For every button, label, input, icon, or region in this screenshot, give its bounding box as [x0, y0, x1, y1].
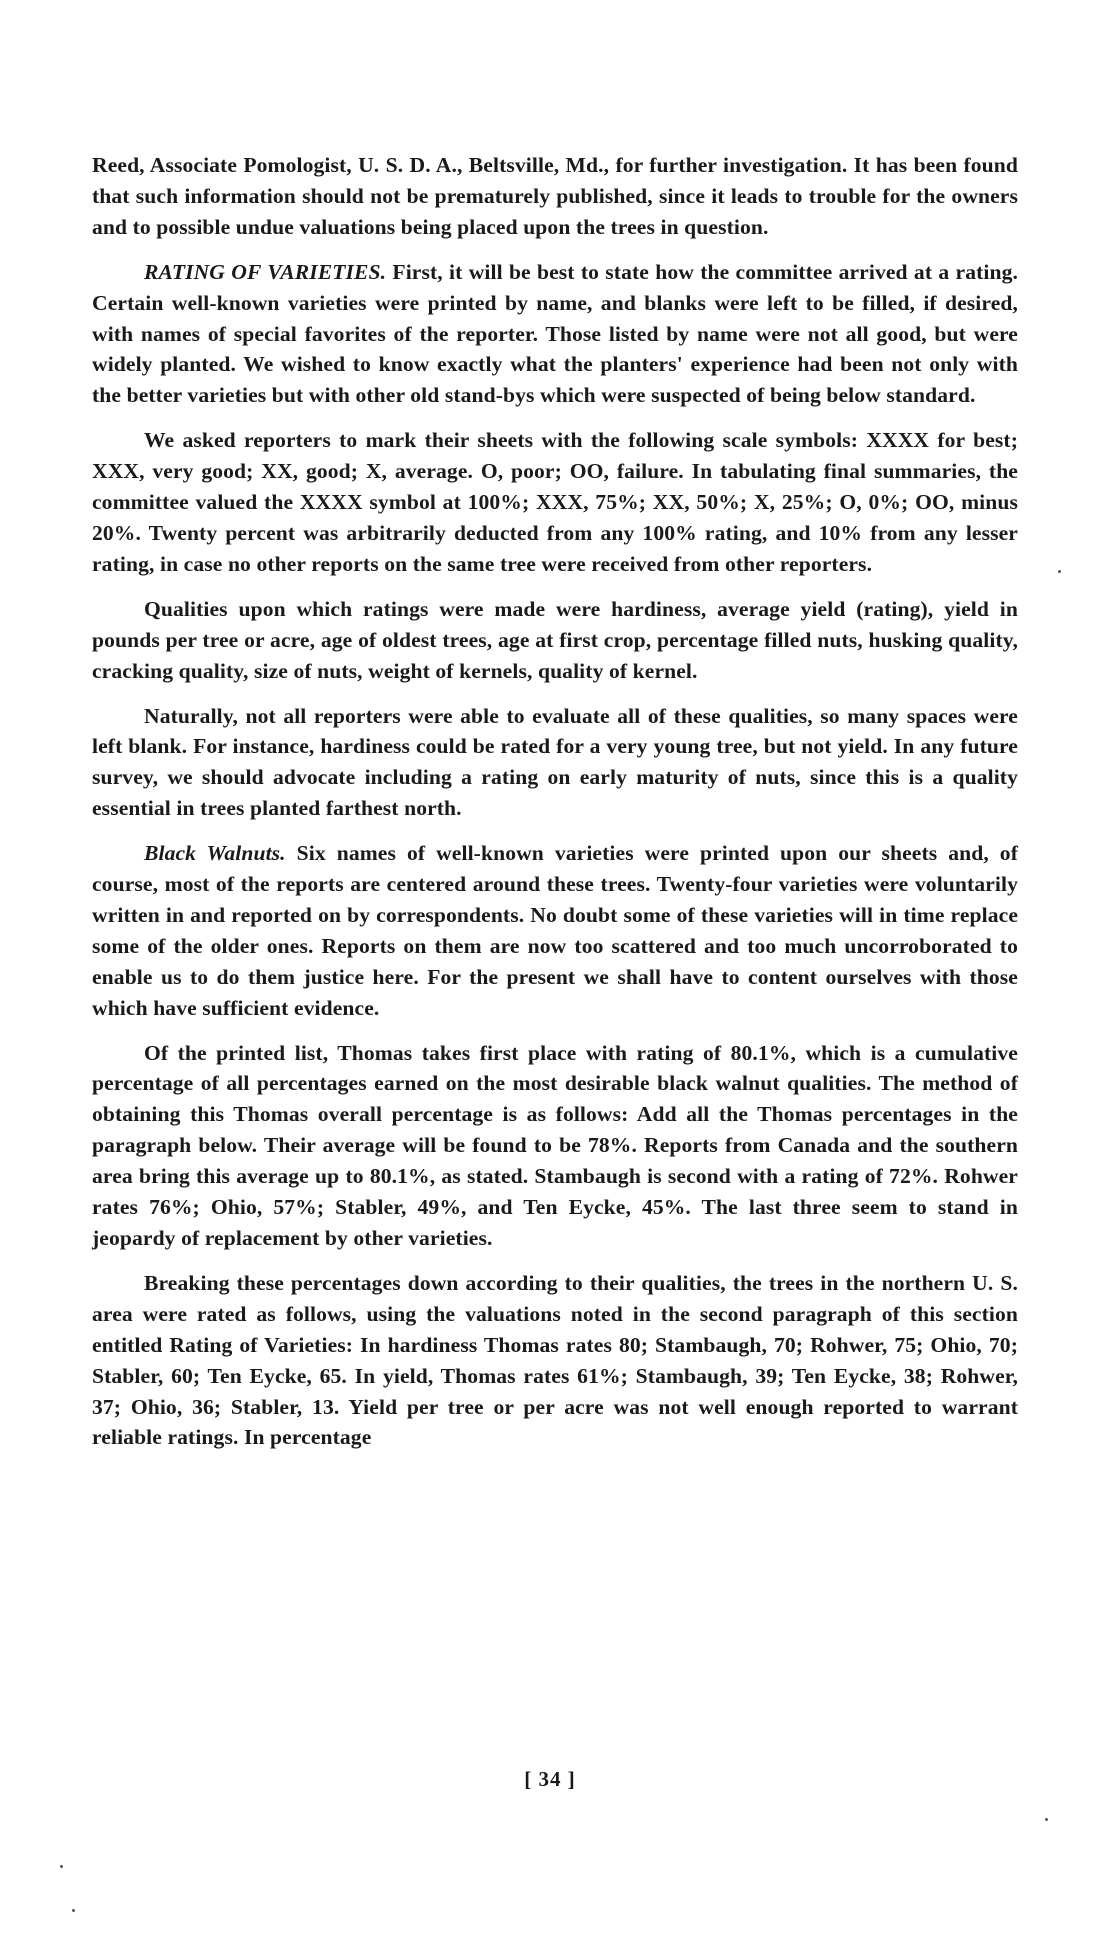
paragraph-8 [92, 1268, 1018, 1453]
scan-speck [60, 1865, 63, 1868]
scan-speck [1058, 570, 1061, 573]
body-text [92, 150, 1018, 1467]
page-number: [ 34 ] [524, 1767, 576, 1791]
paragraph-3-text: We asked reporters to mark their sheets with the following scale symbols: XXXX for best; XXX, very good; XX, good; X, average. O, poor; OO, failure. In tabulating final summaries, the committee valued the XXXX symbol at 100%; XXX, 75%; XX, 50%; X, 25%; O, 0%; OO, minus 20%. Twenty percent was arbitrarily deducted from any 100% rating, and 10% from any lesser rating, in case no other reports on the same tree were received from other reporters. [92, 428, 1018, 576]
paragraph-5 [92, 701, 1018, 825]
paragraph-2-text: First, it will be best to state how the committee arrived at a rating. Certain well-known varieties were printed by name, and blanks were left to be filled, if desired, with names of special favorites of the reporter. Those listed by name were not all good, but were widely planted. We wished to know exactly what the planters' experience had been not only with the better varieties but with other old stand-bys which were suspected of being below standard. [92, 259, 1019, 408]
paragraph-4-text: Qualities upon which ratings were made were hardiness, average yield (rating), yield in pounds per tree or acre, age of oldest trees, age at first crop, percentage filled nuts, husking quality, cracking quality, size of nuts, weight of kernels, quality of kernel. [92, 596, 1018, 683]
paragraph-1-text: Reed, Associate Pomologist, U. S. D. A., Beltsville, Md., for further investigation. It has been found that such information should not be prematurely published, since it leads to trouble for the owners and to possible undue valuations being placed upon the trees in question. [92, 153, 1018, 239]
paragraph-8-text: Breaking these percentages down according to their qualities, the trees in the northern U. S. area were rated as follows, using the valuations noted in the second paragraph of this section entitled Rating of Varieties: In hardiness Thomas rates 80; Stambaugh, 70; Rohwer, 75; Ohio, 70; Stabler, 60; Ten Eycke, 65. In yield, Thomas rates 61%; Stambaugh, 39; Ten Eycke, 38; Rohwer, 37; Ohio, 36; Stabler, 13. Yield per tree or per acre was not well enough reported to warrant reliable ratings. In percentage [92, 1270, 1018, 1450]
paragraph-3 [92, 425, 1018, 580]
paragraph-5-text: Naturally, not all reporters were able to evaluate all of these qualities, so many spaces were left blank. For instance, hardiness could be rated for a very young tree, but not yield. In any future survey, we should advocate including a rating on early maturity of nuts, since this is a quality essential in trees planted farthest north. [92, 703, 1018, 821]
paragraph-7 [92, 1038, 1018, 1254]
scan-speck [1045, 1818, 1048, 1821]
paragraph-7-text: Of the printed list, Thomas takes first place with rating of 80.1%, which is a cumulative percentage of all percentages earned on the most desirable black walnut qualities. The method of obtaining this Thomas overall percentage is as follows: Add all the Thomas percentages in the paragraph below. Their average will be found to be 78%. Reports from Canada and the southern area bring this average up to 80.1%, as stated. Stambaugh is second with a rating of 72%. Rohwer rates 76%; Ohio, 57%; Stabler, 49%, and Ten Eycke, 45%. The last three seem to stand in jeopardy of replacement by other varieties. [92, 1040, 1018, 1250]
paragraph-4 [92, 594, 1018, 687]
section-heading-rating-of-varieties: RATING OF VARIETIES. [144, 259, 387, 284]
scan-speck [72, 1909, 75, 1912]
paragraph-6 [92, 838, 1018, 1023]
section-heading-black-walnuts: Black Walnuts. [144, 841, 286, 866]
paragraph-1 [92, 150, 1018, 243]
paragraph-2 [92, 257, 1018, 412]
paragraph-6-text: Six names of well-known varieties were printed upon our sheets and, of course, most of the reports are centered around these trees. Twenty-four varieties were voluntarily written in and reported on by correspondents. No doubt some of these varieties will in time replace some of the older ones. Reports on them are now too scattered and too much uncorroborated to enable us to do them justice here. For the present we shall have to content ourselves with those which have sufficient evidence. [92, 841, 1018, 1020]
